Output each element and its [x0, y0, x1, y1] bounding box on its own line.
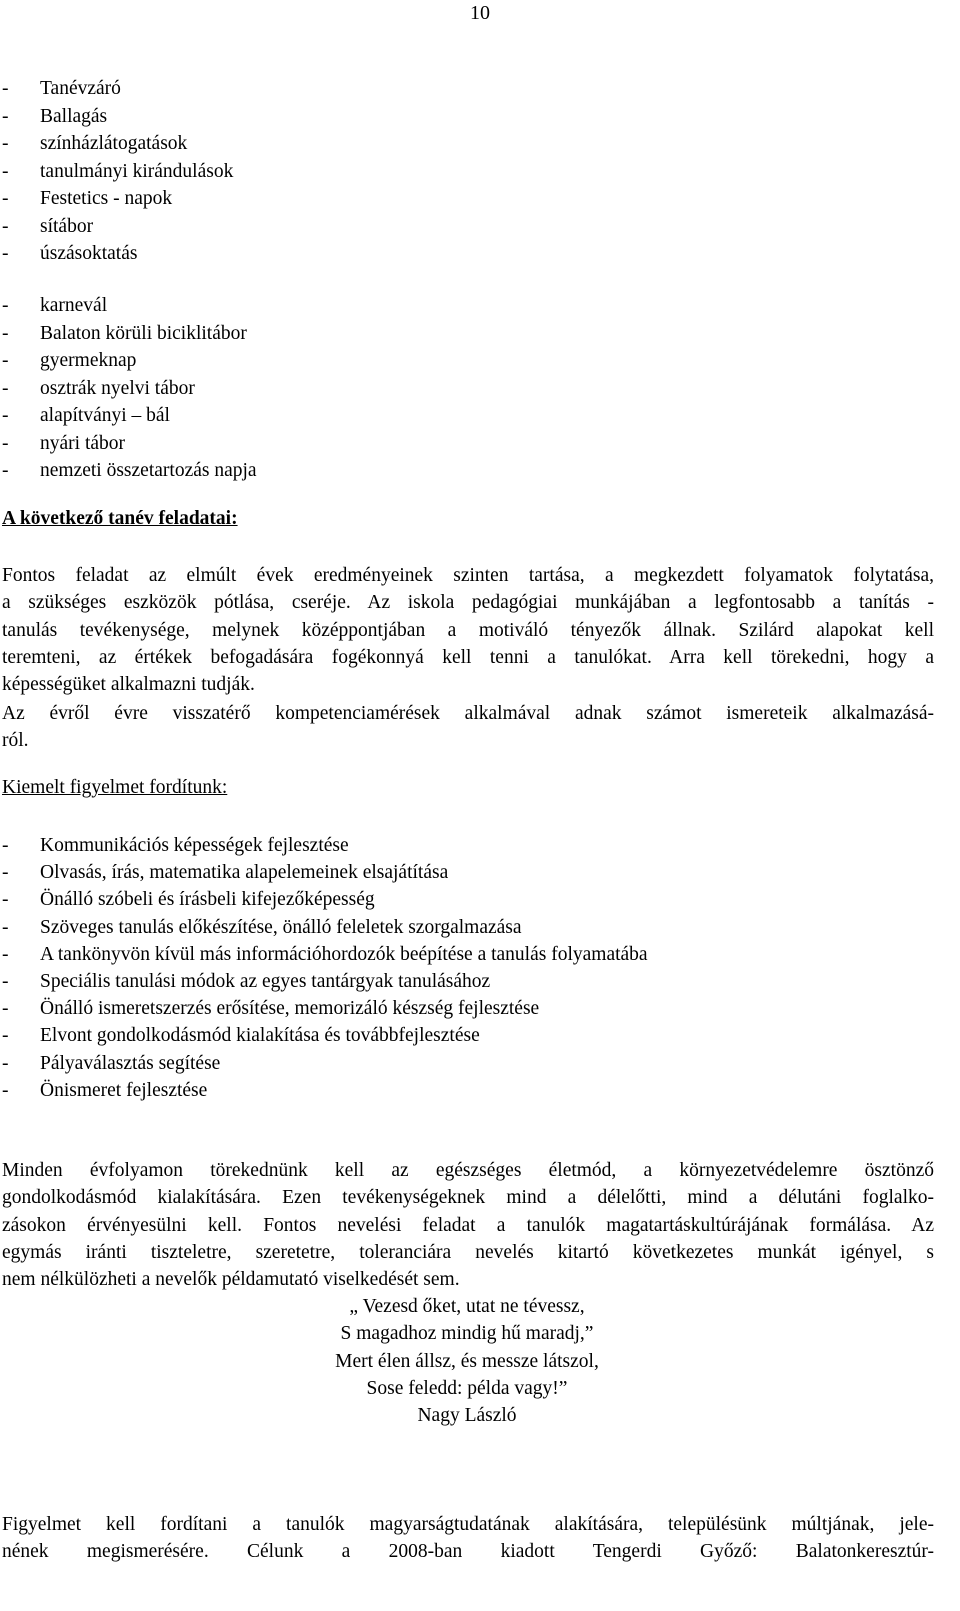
text-line: teremteni, az értékek befogadására fogékonnyá kell tenni a tanulókat. Arra kell törekedni, hogy a — [2, 646, 934, 668]
list-item: - Speciális tanulási módok az egyes tantárgyak tanulásához — [2, 970, 491, 992]
focus-list — [2, 832, 648, 1104]
page-number: 10 — [470, 2, 490, 24]
poem-line: Sose feledd: példa vagy!” — [366, 1377, 568, 1399]
subheading: Kiemelt figyelmet fordítunk: — [2, 777, 228, 798]
list-item: - Elvont gondolkodásmód kialakítása és továbbfejlesztése — [2, 1025, 480, 1047]
list-item: - Önálló ismeretszerzés erősítése, memorizáló készség fejlesztése — [2, 998, 540, 1020]
text-line: gondolkodásmód kialakítására. Ezen tevékenységeknek mind a délelőtti, mind a délutáni foglalko- — [2, 1187, 934, 1209]
paragraph-competence — [2, 700, 934, 755]
text-line: képességüket alkalmazni tudják. — [2, 674, 255, 696]
poem-line: S magadhoz mindig hű maradj,” — [340, 1323, 594, 1345]
list-item: - tanulmányi kirándulások — [2, 160, 234, 182]
list-item: - Önálló szóbeli és írásbeli kifejezőképesség — [2, 889, 375, 911]
text-line: Fontos feladat az elmúlt évek eredményeinek szinten tartása, a megkezdett folyamatok folytatása, — [2, 565, 934, 586]
list-item: - Festetics - napok — [2, 188, 173, 209]
list-item: - osztrák nyelvi tábor — [2, 377, 195, 399]
poem-author: Nagy László — [417, 1405, 517, 1427]
list-item: - karnevál — [2, 295, 108, 316]
text-line: a szükséges eszközök pótlása, cseréje. Az iskola pedagógiai munkájában a legfontosabb a tanítás - — [2, 592, 934, 614]
poem-quote — [0, 1293, 934, 1429]
events-list — [2, 75, 233, 268]
text-line: ról. — [2, 730, 29, 752]
list-item: - színházlátogatások — [2, 133, 188, 154]
activities-list — [2, 292, 257, 485]
list-item: - Szöveges tanulás előkészítése, önálló feleletek szorgalmazása — [2, 916, 522, 938]
list-item: - sítábor — [2, 215, 94, 237]
list-item: - nemzeti összetartozás napja — [2, 460, 257, 481]
poem-line: „ Vezesd őket, utat ne tévessz, — [349, 1296, 585, 1317]
list-item: - alapítványi – bál — [2, 405, 170, 426]
list-item: - A tankönyvön kívül más információhordozók beépítése a tanulás folyamatába — [2, 943, 648, 965]
poem-line: Mert élen állsz, és messze látszol, — [335, 1350, 599, 1372]
list-item: - Balaton körüli biciklitábor — [2, 322, 247, 344]
list-item: - nyári tábor — [2, 432, 126, 454]
text-line: Az évről évre visszatérő kompetenciamérések alkalmával adnak számot ismereteik alkalmazásá- — [2, 703, 934, 724]
list-item: - gyermeknap — [2, 350, 137, 371]
list-item: - Pályaválasztás segítése — [2, 1052, 221, 1074]
list-item: - Ballagás — [2, 105, 108, 127]
paragraph-tasks — [2, 562, 934, 698]
list-item: - úszásoktatás — [2, 243, 138, 264]
list-item: - Olvasás, írás, matematika alapelemeinek elsajátítása — [2, 862, 449, 884]
list-item: - Önismeret fejlesztése — [2, 1079, 208, 1101]
text-line: nének megismerésére. Célunk a 2008-ban kiadott Tengerdi Győző: Balatonkeresztúr- — [2, 1541, 934, 1563]
text-line: Minden évfolyamon törekednünk kell az egészséges életmód, a környezetvédelemre ösztönző — [2, 1160, 934, 1181]
text-line: nem nélkülözheti a nevelők példamutató viselkedését sem. — [2, 1269, 460, 1291]
paragraph-identity — [2, 1511, 934, 1566]
list-item: - Kommunikációs képességek fejlesztése — [2, 835, 349, 856]
text-line: zásokon érvényesülni kell. Fontos nevelési feladat a tanulók magatartáskultúrájának formálása. Az — [2, 1214, 934, 1236]
text-line: Figyelmet kell fordítani a tanulók magyarságtudatának alakítására, településünk múltjának, jele- — [2, 1514, 934, 1535]
section-heading: A következő tanév feladatai: — [2, 508, 238, 529]
list-item: - Tanévzáró — [2, 78, 121, 99]
text-line: tanulás tevékenysége, melynek középpontjában a motiváló tényezők állnak. Szilárd alapokat kell — [2, 619, 934, 641]
text-line: egymás iránti tiszteletre, szeretetre, toleranciára nevelés kitartó következetes munkát igényel, s — [2, 1241, 934, 1263]
paragraph-health — [2, 1157, 934, 1293]
